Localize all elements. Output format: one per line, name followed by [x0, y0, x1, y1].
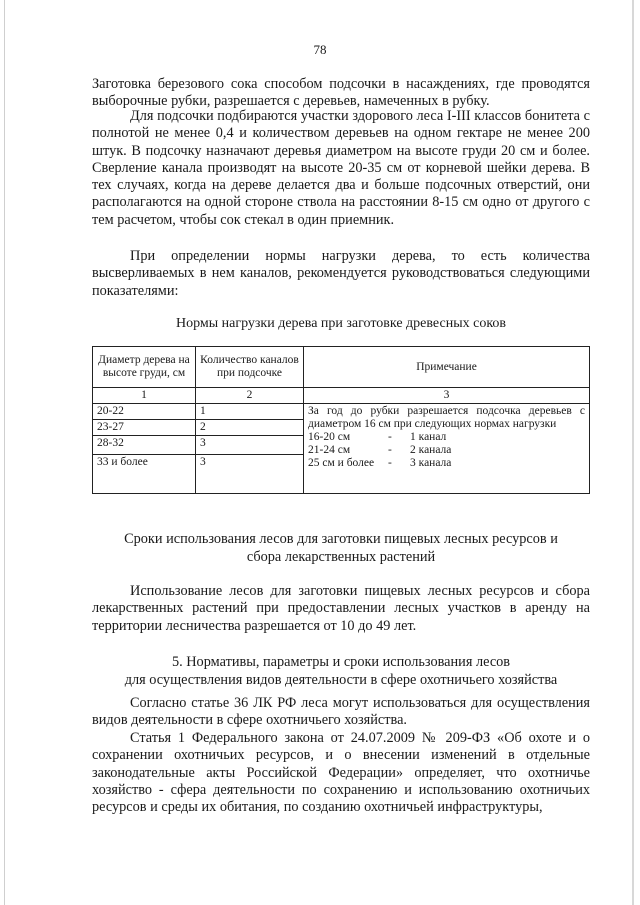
- section-title-line: для осуществления видов деятельности в сфере охотничьего хозяйства: [124, 671, 558, 688]
- note-channels: 1 канал: [410, 431, 447, 443]
- hunting-paragraph-2-block: [92, 730, 590, 816]
- channels-cell: 3: [195, 455, 303, 494]
- table-row: [93, 404, 590, 420]
- tapping-paragraph: Для подсочки подбираются участки здорового леса I-III классов бонитета с полнотой не менее 0,4 и количеством деревьев на одном гектаре не менее 200 штук. В подсочку назначают деревья диаметром на высоте груди 20 см и более. Сверление канала производят на высоте 20-35 см от корневой шейки дерева. В тех случаях, когда на дереве делается два и больше подсочных отверстий, они располагаются на одной стороне ствола на расстоянии 8-15 см одно от другого с тем расчетом, чтобы сок стекал в один приемник.: [92, 108, 590, 228]
- note-dash: -: [388, 431, 392, 443]
- column-number: 1: [93, 388, 196, 404]
- column-number: 2: [195, 388, 303, 404]
- section-title-food-resources: [92, 531, 590, 566]
- load-norm-paragraph: При определении нормы нагрузки дерева, то есть количества высверливаемых в нем каналов, рекомендуется руководствоваться следующими показателями:: [92, 248, 590, 299]
- note-list-item: [308, 431, 585, 444]
- diameter-cell: 28-32: [93, 436, 196, 455]
- note-list-item: [308, 457, 585, 470]
- header-diameter: Диаметр дерева на высоте груди, см: [93, 347, 196, 388]
- load-norm-paragraph-block: [92, 248, 590, 300]
- note-range: 16-20 см: [308, 431, 351, 443]
- tapping-paragraph-block: [92, 108, 590, 229]
- diameter-cell: 33 и более: [93, 455, 196, 494]
- page-number: 78: [313, 42, 327, 57]
- page-edge-left: [4, 0, 5, 905]
- column-number: 3: [304, 388, 590, 404]
- table-header-row: [93, 347, 590, 388]
- intro-paragraph: Заготовка березового сока способом подсочки в насаждениях, где проводятся выборочные рубки, разрешается с деревьев, намеченных в рубку.: [92, 76, 590, 110]
- header-note: Примечание: [304, 347, 590, 388]
- section-title-line: Сроки использования лесов для заготовки пищевых лесных ресурсов и: [124, 531, 558, 547]
- hunting-paragraph-1: Согласно статье 36 ЛК РФ леса могут использоваться для осуществления видов деятельности в сфере охотничьего хозяйства.: [92, 695, 590, 729]
- channels-cell: 2: [195, 420, 303, 436]
- hunting-paragraph-1-block: [92, 695, 590, 730]
- note-channels: 2 канала: [410, 444, 452, 456]
- note-text: За год до рубки разрешается подсочка деревьев с диаметром 16 см при следующих нормах нагрузки: [308, 405, 585, 430]
- intro-paragraph-block: [92, 76, 590, 111]
- note-list: [308, 431, 585, 470]
- hunting-paragraph-2: Статья 1 Федерального закона от 24.07.2009 № 209-ФЗ «Об охоте и о сохранении охотничьих ресурсов, и о внесении изменений в отдельные законодательные акты Российской Федерации» определяет, что охотничье хозяйство - сфера деятельности по сохранению и использованию охотничьих ресурсов и среды их обитания, по созданию охотничьей инфраструктуры,: [92, 730, 590, 816]
- channels-cell: 3: [195, 436, 303, 455]
- table-caption: Нормы нагрузки дерева при заготовке древесных соков: [175, 316, 507, 331]
- load-norms-table: [92, 346, 590, 494]
- note-range: 25 см и более: [308, 457, 375, 469]
- food-resources-paragraph: Использование лесов для заготовки пищевых лесных ресурсов и сбора лекарственных растений при предоставлении лесных участков в аренду на территории лесничества разрешается от 10 до 49 лет.: [92, 583, 590, 634]
- channels-cell: 1: [195, 404, 303, 420]
- diameter-cell: 23-27: [93, 420, 196, 436]
- section-title-line: сбора лекарственных растений: [246, 548, 436, 565]
- food-resources-paragraph-block: [92, 583, 590, 635]
- note-list-item: [308, 444, 585, 457]
- note-channels: 3 канала: [410, 457, 452, 469]
- header-channels: Количество каналов при подсочке: [195, 347, 303, 388]
- section-title-hunting: [92, 654, 590, 689]
- note-dash: -: [388, 457, 392, 469]
- note-dash: -: [388, 444, 392, 456]
- diameter-cell: 20-22: [93, 404, 196, 420]
- page-edge-right: [632, 0, 634, 905]
- section-title-line: 5. Нормативы, параметры и сроки использования лесов: [171, 654, 511, 670]
- table-column-numbers-row: [93, 388, 590, 404]
- note-cell: [304, 404, 590, 494]
- note-range: 21-24 см: [308, 444, 351, 456]
